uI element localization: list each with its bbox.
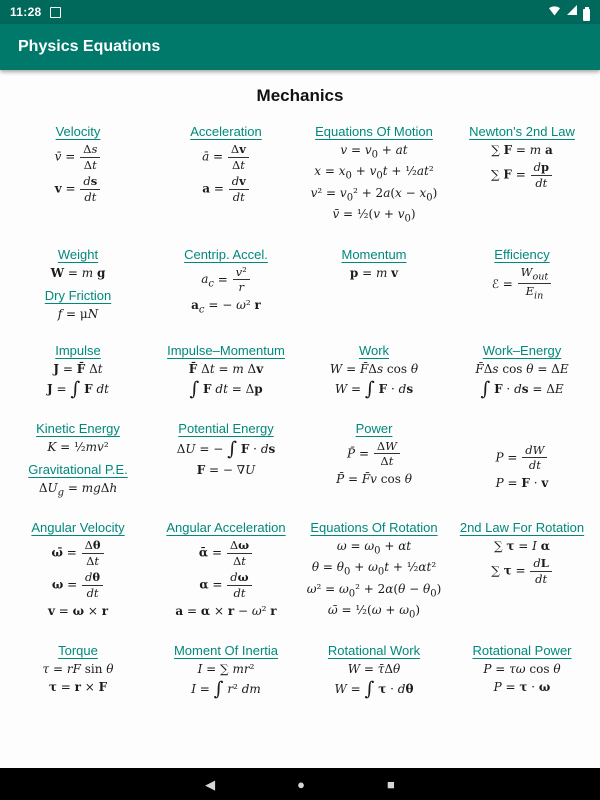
content-scroll-area[interactable] <box>0 70 600 768</box>
equation: p = m v <box>349 265 399 280</box>
equation: P = $\frac{dW}{dt}$ <box>450 444 594 472</box>
equation: P = τ · ω <box>493 679 551 694</box>
equation-group-title: Moment Of Inertia <box>173 642 279 658</box>
status-bar-right <box>548 3 590 21</box>
equation: v = ω × r <box>47 603 109 618</box>
equation-group-title: Acceleration <box>190 124 262 139</box>
equation-cell <box>154 643 298 703</box>
equation-group-title: Velocity <box>55 124 101 139</box>
equation-group-title: 2nd Law For Rotation <box>459 519 585 535</box>
equation-group-title: Equations Of Motion <box>315 124 433 139</box>
equation: ∑ F = m a <box>491 143 553 157</box>
equation-cell <box>6 520 150 625</box>
equation-group-title: Rotational Power <box>472 642 572 658</box>
wifi-icon <box>548 3 561 21</box>
battery-icon <box>583 9 590 21</box>
equation-cell <box>302 643 446 703</box>
equation-group-title: Impulse–Momentum <box>167 342 285 358</box>
equation: W = ∫ F · ds <box>334 377 414 400</box>
signal-icon <box>566 3 578 21</box>
equation: W = ∫ τ · dθ <box>334 677 414 700</box>
equation: ᾱ = $\frac{\Delta\omega}{\Delta t}$ <box>154 539 298 567</box>
equation: P̄ = $\frac{\Delta W}{\Delta t}$ <box>302 440 446 468</box>
equation: $x = x_0 + v_0t$ + ½at² <box>314 164 434 182</box>
equation-cell <box>302 520 446 625</box>
equation: $v^2 = v_0^2 + 2a(x - x_0)$ <box>310 185 438 204</box>
equation-cell <box>450 343 594 403</box>
equation: ℰ = $W_{out}$ $E_{in}$ <box>450 266 594 303</box>
equation: ΔU = − ∫ F · ds <box>176 437 276 460</box>
equation-group-title: Angular Velocity <box>31 519 125 535</box>
equation-cell <box>6 247 150 325</box>
equation: $a_c$ = − ω² r <box>191 297 261 316</box>
equation-group-title: Equations Of Rotation <box>310 519 438 535</box>
section-title: Mechanics <box>256 86 344 105</box>
equation: W = m g <box>50 265 106 280</box>
equation: ā = $\frac{\Delta v}{\Delta t}$ <box>154 143 298 171</box>
equation-group-title: Work–Energy <box>482 342 562 358</box>
equation: $\omega^2 = \omega_0^2 + 2\alpha(\theta - \theta_0)$ <box>306 581 442 600</box>
equation-cell <box>6 421 150 502</box>
notification-icon <box>50 7 61 18</box>
equation-cell <box>154 520 298 625</box>
equation: ∫ F dt = Δp <box>189 377 263 400</box>
equation: v̄ = $\frac{\Delta s}{\Delta t}$ <box>6 143 150 171</box>
equation-cell <box>154 343 298 403</box>
equation-cell <box>6 124 150 229</box>
equation-group-title: Potential Energy <box>178 420 274 436</box>
equation-cell <box>302 247 446 325</box>
equation: $a_c$ = $\frac{\text{v²}}{r}$ <box>154 266 298 294</box>
equation-cell <box>6 343 150 403</box>
equation: P̄ = F̄v cos θ <box>336 471 412 486</box>
equation: ∑ τ = I α <box>494 538 550 553</box>
equation: ∫ F · ds = ΔE <box>480 377 564 400</box>
equation-group-title: Angular Acceleration <box>166 519 286 535</box>
equation: $\omega = \omega_0 + \alpha t$ <box>336 538 412 557</box>
equation: F̄Δs cos θ = ΔE <box>475 361 569 376</box>
equation-cell <box>450 421 594 502</box>
equation-group-title: Dry Friction <box>44 287 112 303</box>
equation: K = ½mv² <box>47 439 109 454</box>
equation-cell <box>302 124 446 229</box>
equation-cell <box>450 247 594 325</box>
equation: a = $\frac{dv}{dt}$ <box>154 175 298 203</box>
equation: J = ∫ F dt <box>47 377 109 400</box>
equation-group-title: Centrip. Accel. <box>184 246 268 262</box>
equation-cell <box>154 247 298 325</box>
equation-cell <box>450 643 594 703</box>
app-title: Physics Equations <box>18 38 161 55</box>
equation: ω̄ = ½(ω + $\omega_0$) <box>327 603 421 621</box>
recents-button[interactable]: ■ <box>387 776 395 792</box>
equation-cell <box>450 520 594 625</box>
equations-grid <box>6 124 594 703</box>
equation: I = ∫ r² dm <box>191 677 261 700</box>
back-button[interactable]: ◀ <box>205 776 216 792</box>
equation: $v = v_0$ + at <box>340 143 408 161</box>
equation-cell <box>154 124 298 229</box>
equation: v̄ = ½(v + $v_0$) <box>332 207 416 225</box>
equation-group-title: Rotational Work <box>327 642 421 658</box>
equation: a = α × r − ω² r <box>175 603 277 618</box>
equation: F = − ∇U <box>196 462 256 477</box>
equation: $\theta = \theta_0 + \omega_0t$ + ½αt² <box>311 560 437 578</box>
equation-group-title: Kinetic Energy <box>36 420 120 436</box>
equation-group-title: Impulse <box>55 342 101 358</box>
equation: F̄ Δt = m Δv <box>188 361 264 376</box>
equation-group-title: Work <box>358 342 390 358</box>
equation: τ = r × F <box>48 679 108 694</box>
equation-cell <box>6 643 150 703</box>
equation: P = τω cos θ <box>483 661 561 676</box>
equation: W = F̄Δs cos θ <box>329 361 419 376</box>
equation: P = F · v <box>495 475 549 490</box>
equation-group-title: Torque <box>58 642 98 658</box>
equation: f = μN <box>57 306 99 321</box>
status-bar-left <box>10 5 61 19</box>
equation-group-title: Gravitational P.E. <box>28 461 128 477</box>
equation-group-title: Power <box>355 420 393 436</box>
navigation-bar <box>0 768 600 800</box>
equation: τ = rF sin θ <box>42 661 114 676</box>
equation: W = τ̄Δθ <box>347 661 401 676</box>
equation-cell <box>302 421 446 502</box>
equation: I = ∑ mr² <box>197 661 255 676</box>
equation: ω̄ = $\frac{\Delta\theta}{\Delta t}$ <box>6 539 150 567</box>
equation-group-title: Weight <box>57 246 99 262</box>
equation: ∑ τ = $\frac{dL}{dt}$ <box>450 557 594 585</box>
equation-group-title: Efficiency <box>494 246 550 262</box>
home-button[interactable]: ● <box>297 776 305 792</box>
equation-cell <box>302 343 446 403</box>
title-spacer <box>450 421 594 440</box>
equation-group-title: Newton's 2nd Law <box>469 124 575 139</box>
equation-cell <box>450 124 594 229</box>
equation: ω = $\frac{d\theta}{dt}$ <box>6 571 150 599</box>
app-bar <box>0 24 600 70</box>
equation: $\Delta U_g = mg\Delta h$ <box>38 480 118 498</box>
equation: α = $\frac{d\omega}{dt}$ <box>154 571 298 599</box>
status-bar <box>0 0 600 24</box>
equation: J = F̄ Δt <box>53 361 103 376</box>
equation: ∑ F = $\frac{dp}{dt}$ <box>450 161 594 189</box>
equation: v = $\frac{ds}{dt}$ <box>6 175 150 203</box>
equation-group-title: Momentum <box>341 246 407 262</box>
status-time: 11:28 <box>10 5 42 19</box>
equation-cell <box>154 421 298 502</box>
